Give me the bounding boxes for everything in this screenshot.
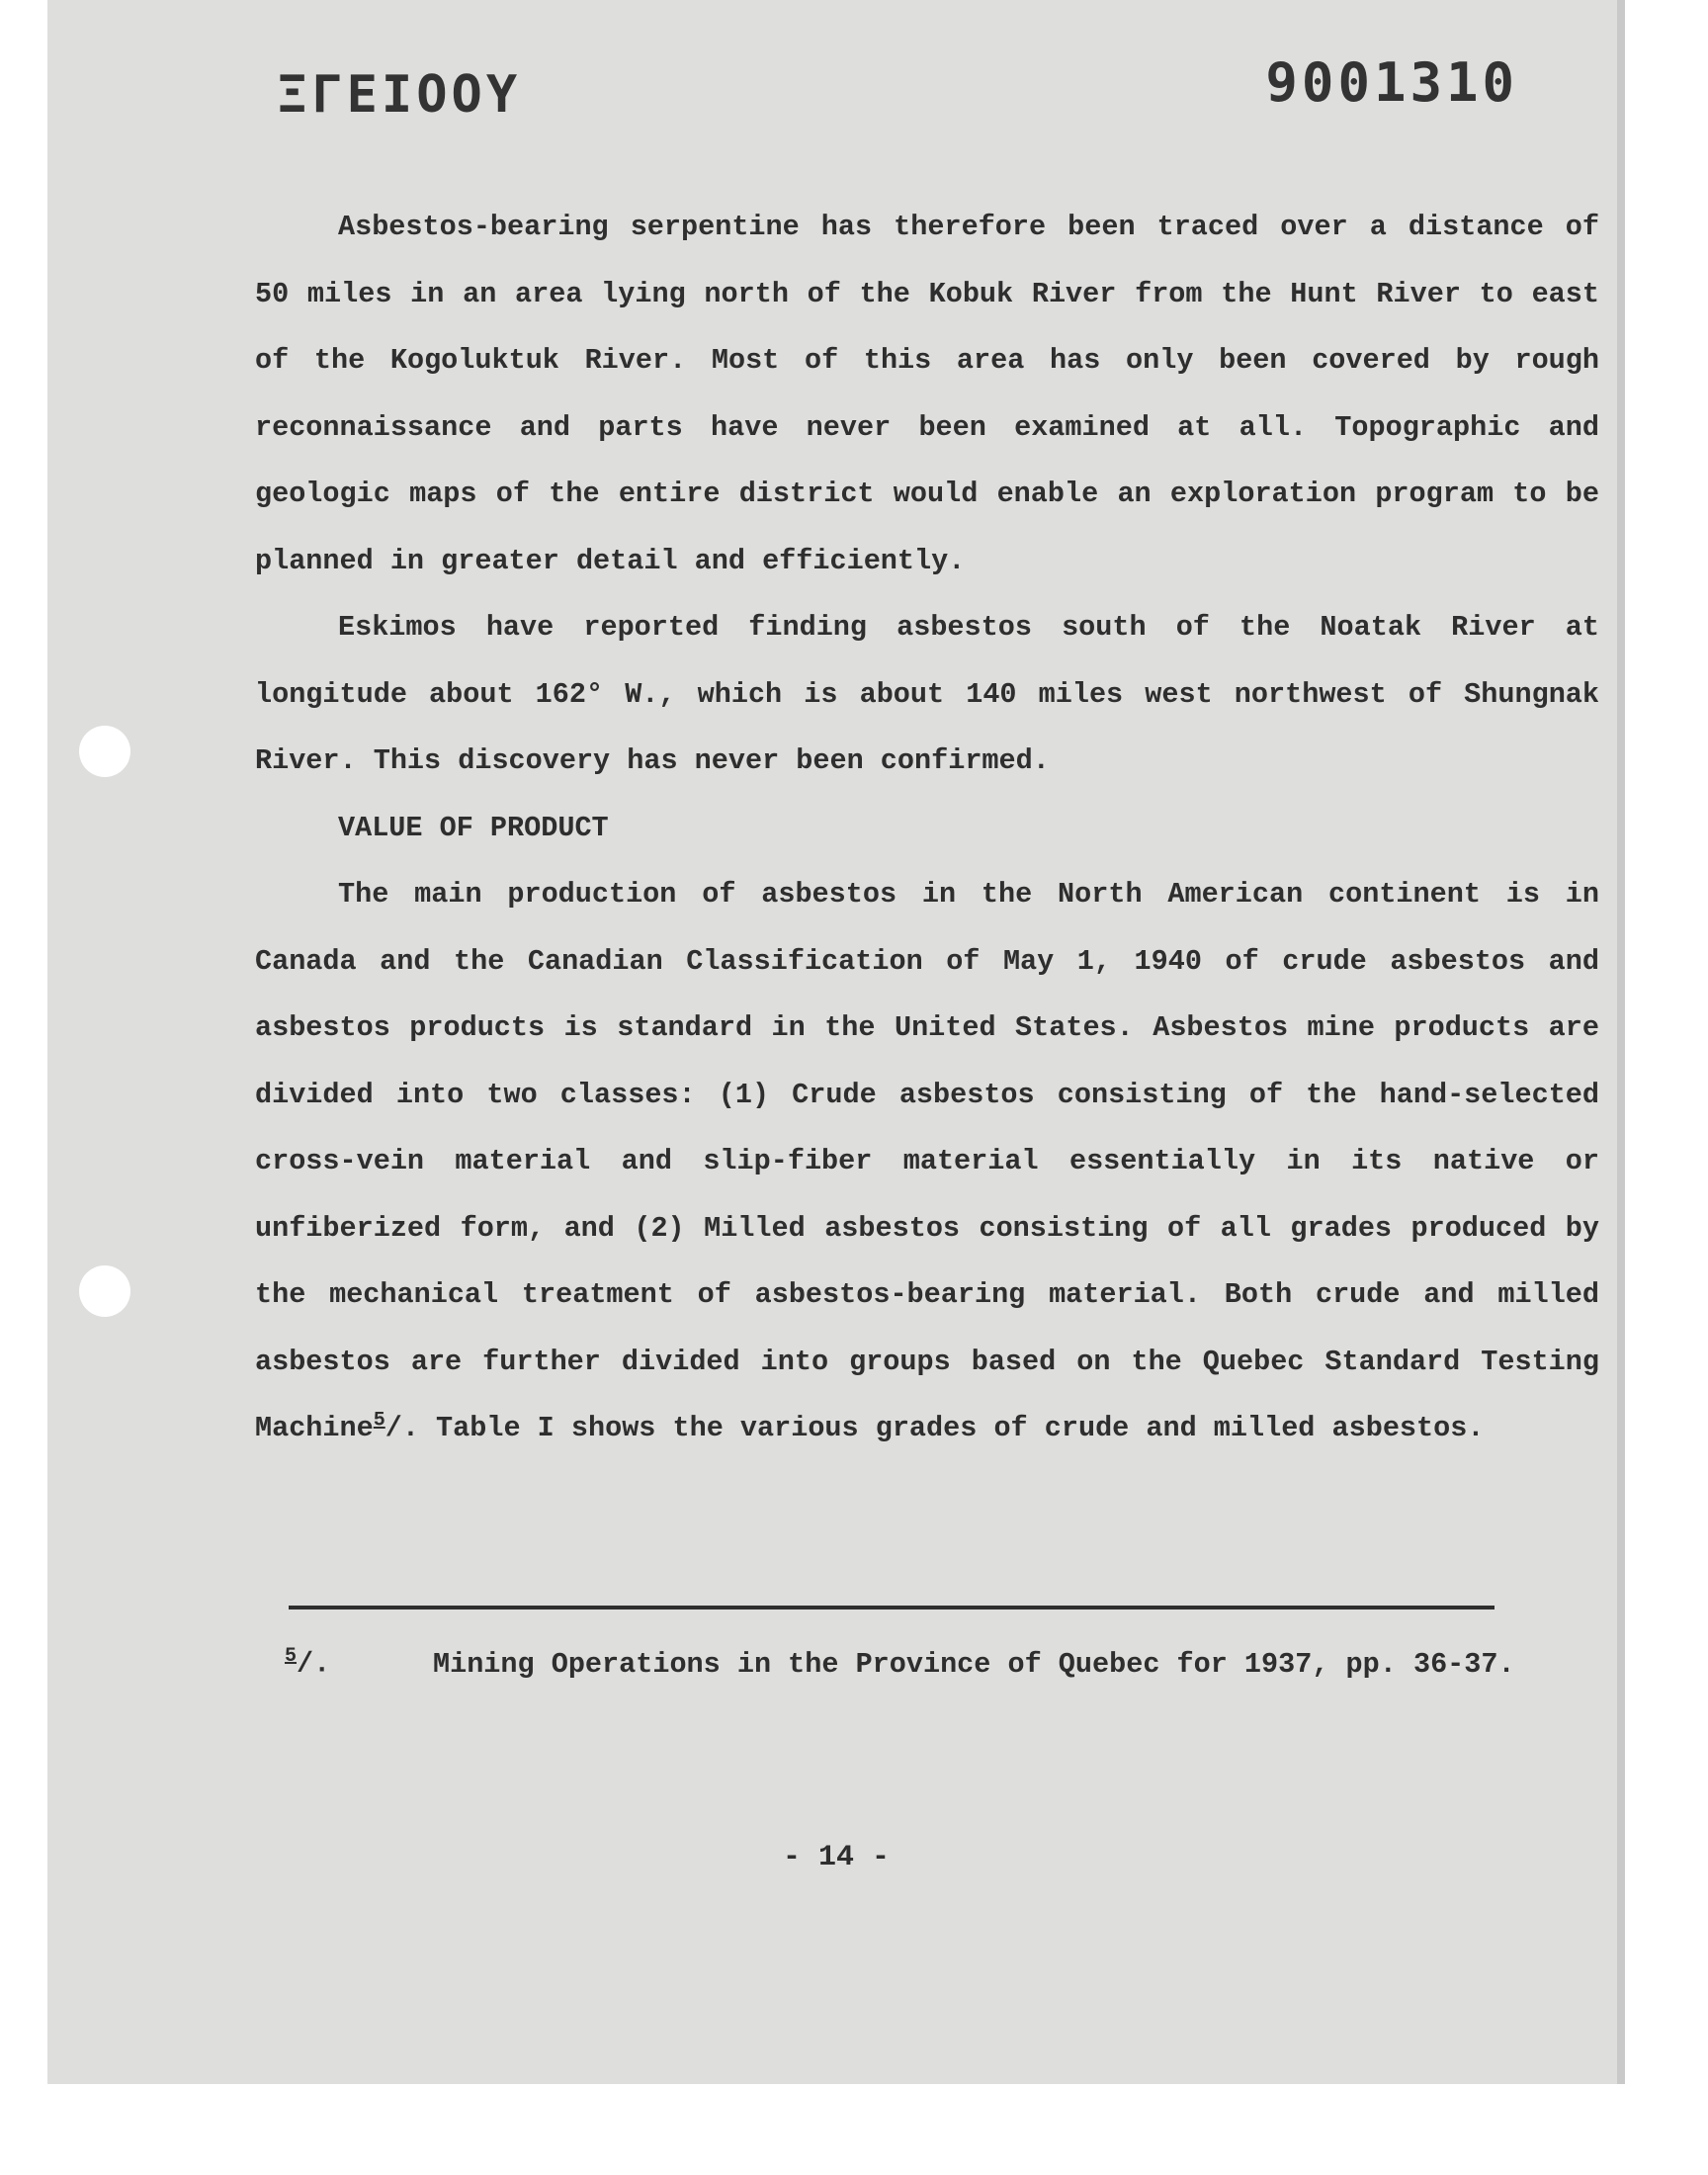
stamp-number-left: ΞΓΕΙΟΟΥ: [277, 65, 522, 125]
paragraph-text: /. Table I shows the various grades of crude and milled asbestos.: [384, 1412, 1485, 1444]
page-number: - 14 -: [782, 1841, 891, 1874]
punch-hole: [79, 726, 130, 777]
footnote-marker: $^5$/.: [285, 1645, 331, 1681]
footnote-divider: [289, 1606, 1494, 1610]
paragraph: Asbestos-bearing serpentine has therefore been traced over a distance of 50 miles in an area lying north of the Kobuk River from the Hunt River to east of the Kogoluktuk River. Most of this area has only been covered by rough reconnaissance and parts have never been examined at all. Topographic and geologic maps of the entire district would enable an exploration program to be planned in greater detail and efficiently.: [255, 211, 1599, 577]
footnote: [285, 1637, 1599, 1685]
section-heading: VALUE OF PRODUCT: [338, 811, 609, 844]
footnote-text: Mining Operations in the Province of Quebec for 1937, pp. 36-37.: [433, 1647, 1515, 1681]
paragraph-text: The main production of asbestos in the North American continent is in Canada and the Canadian Classification of May 1, 1940 of crude asbestos and asbestos products is standard in the United States. Asbestos mine products are divided into two classes: (1) Crude asbestos consisting of the hand-selected cross-vein material and slip-fiber material essentially in its native or unfiberized form, and (2) Milled asbestos consisting of all grades produced by the mechanical treatment of asbestos-bearing material. Both crude and milled asbestos are further divided into groups based on the Quebec Standard Testing Machine: [255, 878, 1599, 1444]
paragraph: Eskimos have reported finding asbestos south of the Noatak River at longitude about 162° W., which is about 140 miles west northwest of Shungnak River. This discovery has never been confirmed.: [255, 611, 1599, 777]
stamp-number-right: 9001310: [1265, 51, 1518, 114]
document-page: [47, 0, 1625, 2084]
footnote-reference[interactable]: 5: [373, 1409, 385, 1433]
punch-hole: [79, 1265, 130, 1317]
body-text: [255, 194, 1599, 1462]
paragraph-value-of-product: [255, 861, 1599, 1462]
